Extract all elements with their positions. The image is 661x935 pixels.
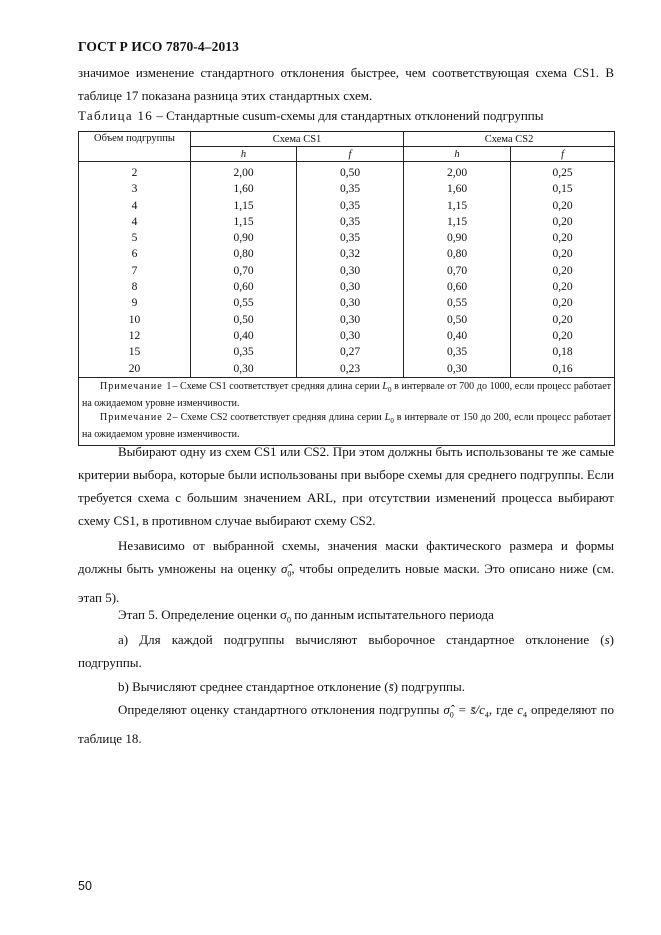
cell-cs2-h: 0,50 [404,312,511,328]
cell-cs1-f: 0,50 [297,162,404,182]
para6-text-b: определяют по таблице 18. [78,702,614,746]
table-row [79,162,615,182]
table-caption-text: – Стандартные cusum-схемы для стандартных отклонений подгруппы [153,108,544,123]
cell-subgroup-size: 9 [79,295,191,311]
note-1-symbol: L [382,380,388,392]
table-row [79,279,615,295]
cell-cs2-h: 1,60 [404,181,511,197]
document-header: ГОСТ Р ИСО 7870-4–2013 [78,39,239,54]
cell-cs2-h: 1,15 [404,198,511,214]
cell-cs1-h: 0,35 [191,344,297,360]
cell-cs1-h: 1,15 [191,198,297,214]
note-1-label: Примечание 1 [100,380,173,392]
table-row [79,361,615,378]
header-cs2-h: h [404,147,511,162]
cell-cs2-h: 0,35 [404,344,511,360]
note-2-label: Примечание 2 [100,411,173,423]
sigma-hat-sub: 0 [287,569,292,579]
header-cs2-f: f [511,147,615,162]
cell-cs1-f: 0,30 [297,328,404,344]
para6-text-mid: , где [488,702,518,717]
sigma-hat-formula: σ̂ [443,702,450,717]
cell-cs2-f: 0,20 [511,295,615,311]
sigma-hat-formula-sub: 0 [449,710,454,720]
cell-cs1-f: 0,30 [297,279,404,295]
cell-cs2-f: 0,25 [511,162,615,182]
para4-text-b: ) подгруппы. [78,632,614,670]
cell-cs2-f: 0,20 [511,198,615,214]
cell-cs1-f: 0,35 [297,230,404,246]
cell-cs2-h: 0,55 [404,295,511,311]
paragraph-step-b [78,675,614,698]
cell-cs2-f: 0,20 [511,279,615,295]
cell-cs1-h: 0,70 [191,263,297,279]
cell-cs2-f: 0,20 [511,214,615,230]
note-1 [82,380,611,411]
table-row [79,181,615,197]
paragraph-choose-scheme: Выбирают одну из схем CS1 или CS2. При этом должны быть использованы те же самые критерии выбора, которые были использованы при выборе схемы для среднего подгруппы. Если требуется схема с большим значением ARL, при отсутствии изменений процесса выбирают схему CS1, в противном случае выбирают схему CS2. [78,444,614,528]
note-2-text-a: – Схеме CS2 соответствует средняя длина серии [172,411,385,423]
cell-subgroup-size: 2 [79,162,191,182]
note-2-text-b: в интервале от 150 до 200, если процесс работает на ожидаемом уровне изменчивости. [82,411,612,441]
cell-cs2-h: 0,60 [404,279,511,295]
para4-text-a: a) Для каждой подгруппы вычисляют выборочное стандартное отклонение ( [118,632,605,647]
cell-subgroup-size: 3 [79,181,191,197]
cell-subgroup-size: 20 [79,361,191,378]
formula-c4-sub: 4 [484,710,489,720]
cell-subgroup-size: 10 [79,312,191,328]
header-cs1-f: f [297,147,404,162]
cell-cs1-f: 0,30 [297,312,404,328]
cell-cs1-f: 0,23 [297,361,404,378]
cell-cs2-h: 0,80 [404,246,511,262]
cell-cs1-h: 0,90 [191,230,297,246]
cell-cs2-h: 0,40 [404,328,511,344]
table-row [79,328,615,344]
note-1-text-b: в интервале от 700 до 1000, если процесс работает на ожидаемом уровне изменчивости. [82,380,612,410]
header-scheme-cs2: Схема CS2 [404,132,615,147]
table-row [79,198,615,214]
c-symbol: c [517,702,523,717]
cusum-schemes-table [78,131,615,446]
cell-subgroup-size: 5 [79,230,191,246]
cell-cs2-f: 0,16 [511,361,615,378]
cell-cs1-h: 0,55 [191,295,297,311]
cell-cs2-h: 2,00 [404,162,511,182]
table-row [79,263,615,279]
table-row [79,246,615,262]
para2-text-a: Независимо от выбранной схемы, значения маски фактического размера и формы должны быть умножены на оценку [78,538,614,576]
cell-cs2-h: 0,70 [404,263,511,279]
cell-subgroup-size: 4 [79,214,191,230]
formula-equation: = s̄/c [453,702,485,717]
header-cs1-h: h [191,147,297,162]
cell-subgroup-size: 12 [79,328,191,344]
cell-cs1-f: 0,30 [297,263,404,279]
header-scheme-cs1: Схема CS1 [191,132,404,147]
table-row [79,344,615,360]
c-symbol-sub: 4 [522,710,527,720]
sigma-0-sub: 0 [286,615,291,625]
cell-cs2-h: 1,15 [404,214,511,230]
cell-subgroup-size: 7 [79,263,191,279]
note-1-symbol-sub: 0 [387,385,392,394]
cell-cs2-f: 0,20 [511,230,615,246]
cell-subgroup-size: 4 [79,198,191,214]
cell-cs1-h: 0,50 [191,312,297,328]
cell-cs1-f: 0,32 [297,246,404,262]
paragraph-step-a [78,628,614,674]
paragraph-estimate [78,698,614,750]
cell-cs2-f: 0,20 [511,312,615,328]
table-caption-label: Таблица 16 [78,108,154,123]
cell-cs1-h: 0,30 [191,361,297,378]
para5-text-a: b) Вычисляют среднее стандартное отклонение ( [118,679,389,694]
cell-cs2-f: 0,18 [511,344,615,360]
cell-subgroup-size: 15 [79,344,191,360]
paragraph-mask-scaling [78,534,614,609]
note-2 [82,411,611,442]
cell-cs1-h: 0,40 [191,328,297,344]
para3-text-b: по данным испытательного периода [290,607,494,622]
cell-subgroup-size: 6 [79,246,191,262]
cell-cs1-h: 1,15 [191,214,297,230]
para3-text-a: Этап 5. Определение оценки σ [118,607,287,622]
para6-text-a: Определяют оценку стандартного отклонения подгруппы [118,702,444,717]
cell-cs1-h: 2,00 [191,162,297,182]
cell-cs2-f: 0,20 [511,263,615,279]
header-subgroup-size: Объем подгруппы [79,132,191,162]
cell-cs2-f: 0,15 [511,181,615,197]
table-notes [79,377,615,445]
cell-cs1-f: 0,30 [297,295,404,311]
page-number: 50 [78,879,92,893]
s-bar-symbol: s̄ [388,679,394,694]
note-2-symbol: L [384,411,391,423]
table-row [79,295,615,311]
sigma-hat-symbol: σ̂ [281,561,288,576]
cell-cs2-h: 0,30 [404,361,511,378]
table-body [79,162,615,378]
note-1-text-a: – Схеме CS1 соответствует средняя длина серии [172,380,383,392]
cell-cs1-h: 0,60 [191,279,297,295]
table-row [79,230,615,246]
para5-text-b: ) подгруппы. [393,679,465,694]
cell-cs1-f: 0,35 [297,214,404,230]
s-symbol: s [604,632,610,647]
table-row [79,214,615,230]
note-2-symbol-sub: 0 [390,416,394,425]
para2-text-b: , чтобы определить новые маски. Это описано ниже (см. этап 5). [78,561,614,605]
table-row [79,312,615,328]
cell-cs2-f: 0,20 [511,246,615,262]
cell-subgroup-size: 8 [79,279,191,295]
cell-cs1-h: 1,60 [191,181,297,197]
cell-cs1-h: 0,80 [191,246,297,262]
cell-cs1-f: 0,35 [297,198,404,214]
cell-cs2-f: 0,20 [511,328,615,344]
table-caption [78,108,543,124]
cell-cs1-f: 0,27 [297,344,404,360]
intro-paragraph: значимое изменение стандартного отклонения быстрее, чем соответствующая схема CS1. В таблице 17 показана разница этих стандартных схем. [78,65,614,103]
cell-cs1-f: 0,35 [297,181,404,197]
cell-cs2-h: 0,90 [404,230,511,246]
